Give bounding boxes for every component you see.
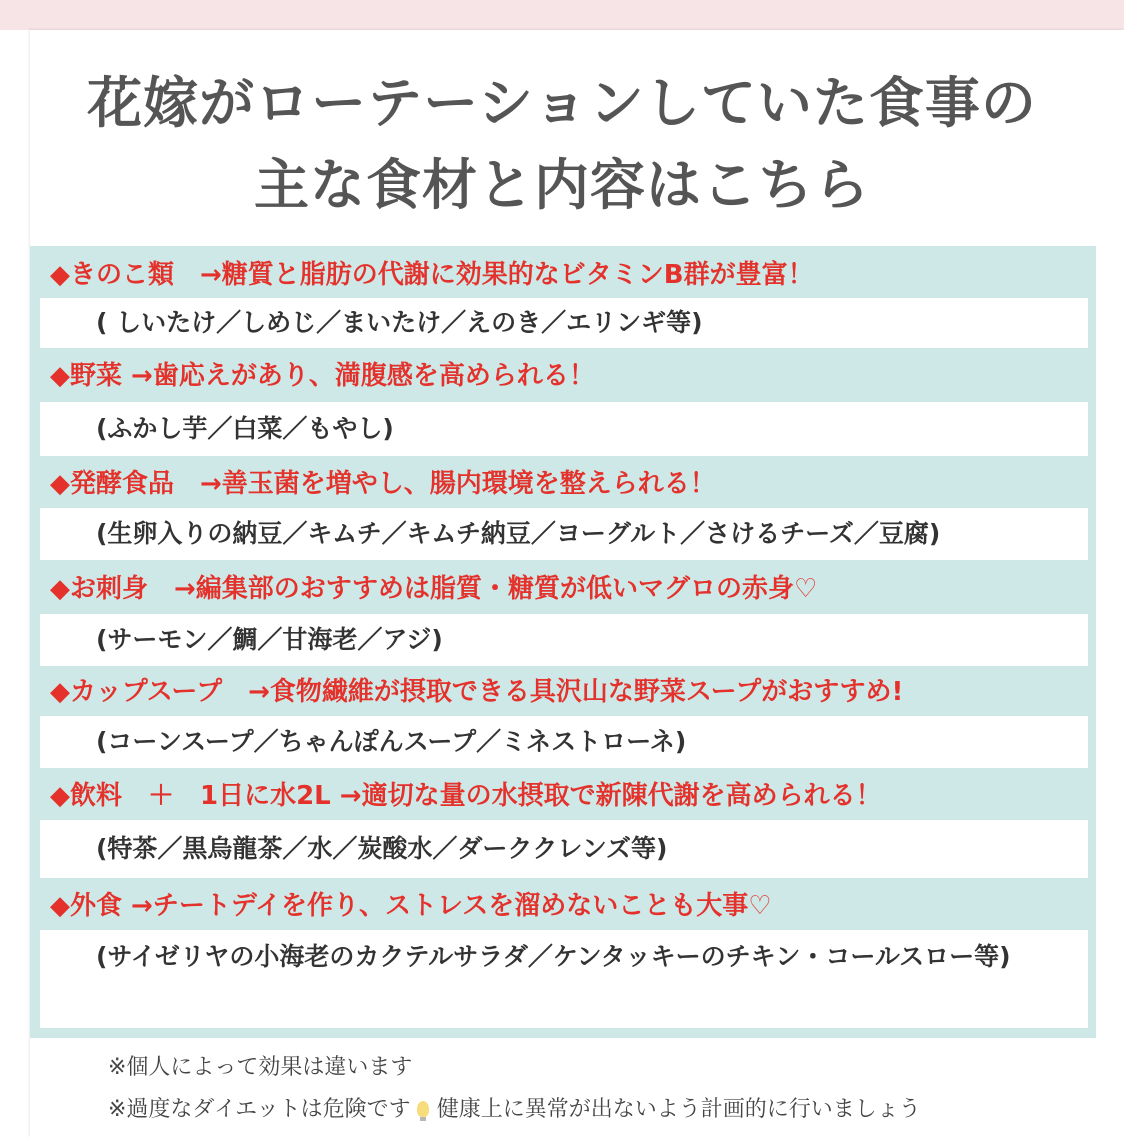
row-detail-mushrooms: ( しいたけ／しめじ／まいたけ／えのき／エリンギ等) <box>96 308 703 337</box>
row-heading-eating-out: ◆外食 →チートデイを作り、ストレスを溜めないことも大事♡ <box>50 891 772 921</box>
row-heading-cupsoup: ◆カップスープ →食物繊維が摂取できる具沢山な野菜スープがおすすめ! <box>50 677 904 707</box>
note-individual-results: ※個人によって効果は違います <box>108 1055 413 1080</box>
lightbulb-icon <box>417 1101 429 1117</box>
top-strip <box>0 0 1124 30</box>
row-detail-drinks-box <box>40 820 1088 878</box>
title-line-1: 花嫁がローテーションしていた食事の <box>87 71 1037 135</box>
row-heading-mushrooms: ◆きのこ類 →糖質と脂肪の代謝に効果的なビタミンB群が豊富！ <box>50 260 814 290</box>
row-heading-drinks: ◆飲料 ＋ 1日に水2L →適切な量の水摂取で新陳代謝を高められる！ <box>50 781 882 811</box>
row-detail-eating-out: (サイゼリヤの小海老のカクテルサラダ／ケンタッキーのチキン・コールスロー等) <box>96 942 1011 971</box>
row-heading-fermented: ◆発酵食品 →善玉菌を増やし、腸内環境を整えられる！ <box>50 469 716 499</box>
row-detail-fermented: (生卵入りの納豆／キムチ／キムチ納豆／ヨーグルト／さけるチーズ／豆腐) <box>96 519 941 548</box>
row-detail-vegetables-box <box>40 402 1088 456</box>
row-detail-drinks: (特茶／黒烏龍茶／水／炭酸水／ダーククレンズ等) <box>96 834 668 863</box>
note-warning-text-a: ※過度なダイエットは危険です <box>108 1097 411 1122</box>
row-detail-sashimi-box <box>40 614 1088 666</box>
row-heading-vegetables: ◆野菜 →歯応えがあり、満腹感を高められる！ <box>50 361 595 391</box>
row-detail-cupsoup-box <box>40 716 1088 768</box>
row-detail-vegetables: (ふかし芋／白菜／もやし) <box>96 414 394 443</box>
row-detail-mushrooms-box <box>40 298 1088 348</box>
title-line-2: 主な食材と内容はこちら <box>253 153 870 217</box>
row-detail-cupsoup: (コーンスープ／ちゃんぽんスープ／ミネストローネ) <box>96 727 687 756</box>
note-warning-text-b: 健康上に異常が出ないよう計画的に行いましょう <box>436 1097 921 1122</box>
row-detail-sashimi: (サーモン／鯛／甘海老／アジ) <box>96 625 443 654</box>
row-heading-sashimi: ◆お刺身 →編集部のおすすめは脂質・糖質が低いマグロの赤身♡ <box>50 574 818 604</box>
page-title <box>30 62 1094 226</box>
note-warning <box>108 1092 921 1123</box>
row-detail-fermented-box <box>40 508 1088 560</box>
row-detail-eating-out-box <box>40 930 1088 1028</box>
